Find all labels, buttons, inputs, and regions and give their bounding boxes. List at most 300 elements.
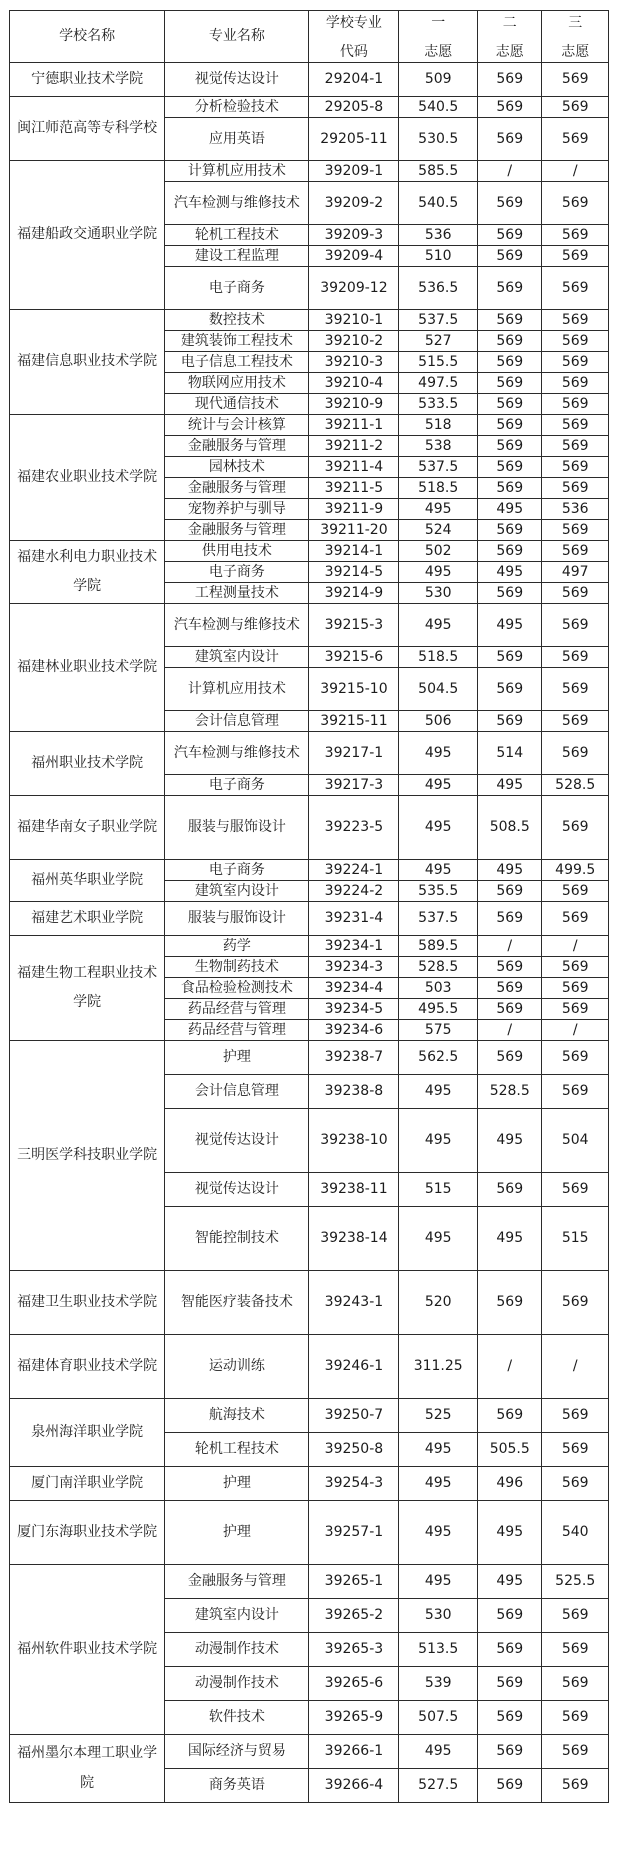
choice-2-score-cell: 569	[478, 394, 542, 415]
header-choice-2-top: 二	[502, 15, 517, 32]
choice-1-score-cell: 504.5	[399, 668, 478, 711]
major-code-cell: 39238-11	[309, 1173, 399, 1207]
major-name-cell: 生物制药技术	[165, 957, 309, 978]
major-name-cell: 视觉传达设计	[165, 63, 309, 97]
school-name-cell: 福建体育职业技术学院	[10, 1335, 165, 1399]
header-choice-1	[399, 11, 478, 63]
choice-1-score-cell: 507.5	[399, 1701, 478, 1735]
header-major-name: 专业名称	[165, 11, 309, 63]
choice-2-score-cell: 569	[478, 246, 542, 267]
choice-2-score-cell: 569	[478, 668, 542, 711]
choice-1-score-cell: 510	[399, 246, 478, 267]
major-name-cell: 物联网应用技术	[165, 373, 309, 394]
choice-1-score-cell: 503	[399, 978, 478, 999]
school-name-cell: 宁德职业技术学院	[10, 63, 165, 97]
table-row	[10, 1335, 609, 1399]
choice-1-score-cell: 540.5	[399, 97, 478, 118]
major-code-cell: 29205-8	[309, 97, 399, 118]
header-choice-2	[478, 11, 542, 63]
major-name-cell: 电子信息工程技术	[165, 352, 309, 373]
major-name-cell: 建筑室内设计	[165, 881, 309, 902]
choice-3-score-cell: 569	[542, 182, 609, 225]
choice-3-score-cell: 569	[542, 978, 609, 999]
choice-2-score-cell: 495	[478, 1207, 542, 1271]
choice-1-score-cell: 495	[399, 499, 478, 520]
major-code-cell: 39266-4	[309, 1769, 399, 1803]
choice-1-score-cell: 528.5	[399, 957, 478, 978]
choice-3-score-cell: 569	[542, 957, 609, 978]
major-name-cell: 宠物养护与驯导	[165, 499, 309, 520]
choice-2-score-cell: 569	[478, 957, 542, 978]
choice-2-score-cell: /	[478, 1335, 542, 1399]
major-code-cell: 39224-2	[309, 881, 399, 902]
choice-2-score-cell: 569	[478, 902, 542, 936]
choice-3-score-cell: 569	[542, 1667, 609, 1701]
choice-1-score-cell: 502	[399, 541, 478, 562]
choice-2-score-cell: 508.5	[478, 796, 542, 860]
major-code-cell: 39209-3	[309, 225, 399, 246]
choice-2-score-cell: 569	[478, 520, 542, 541]
choice-3-score-cell: 528.5	[542, 775, 609, 796]
major-code-cell: 39257-1	[309, 1501, 399, 1565]
choice-3-score-cell: 569	[542, 541, 609, 562]
major-name-cell: 建筑室内设计	[165, 1599, 309, 1633]
major-code-cell: 29205-11	[309, 118, 399, 161]
choice-3-score-cell: 569	[542, 999, 609, 1020]
choice-3-score-cell: 569	[542, 1173, 609, 1207]
choice-1-score-cell: 518	[399, 415, 478, 436]
major-code-cell: 39211-9	[309, 499, 399, 520]
major-code-cell: 39265-3	[309, 1633, 399, 1667]
major-name-cell: 航海技术	[165, 1399, 309, 1433]
school-name-cell: 福州职业技术学院	[10, 732, 165, 796]
major-name-cell: 工程测量技术	[165, 583, 309, 604]
table-row	[10, 936, 609, 957]
choice-1-score-cell: 575	[399, 1020, 478, 1041]
choice-2-score-cell: /	[478, 936, 542, 957]
major-code-cell: 39238-7	[309, 1041, 399, 1075]
choice-2-score-cell: 569	[478, 436, 542, 457]
table-body	[10, 11, 609, 1803]
major-code-cell: 39254-3	[309, 1467, 399, 1501]
choice-2-score-cell: 569	[478, 978, 542, 999]
major-name-cell: 药品经营与管理	[165, 1020, 309, 1041]
choice-1-score-cell: 495	[399, 796, 478, 860]
table-row	[10, 1735, 609, 1769]
choice-2-score-cell: 569	[478, 1633, 542, 1667]
choice-3-score-cell: 569	[542, 1271, 609, 1335]
choice-3-score-cell: 569	[542, 1041, 609, 1075]
major-code-cell: 39215-6	[309, 647, 399, 668]
major-name-cell: 护理	[165, 1501, 309, 1565]
choice-2-score-cell: 569	[478, 1173, 542, 1207]
choice-2-score-cell: 569	[478, 267, 542, 310]
major-code-cell: 39223-5	[309, 796, 399, 860]
major-code-cell: 39210-1	[309, 310, 399, 331]
choice-2-score-cell: 495	[478, 775, 542, 796]
choice-2-score-cell: 569	[478, 1271, 542, 1335]
choice-3-score-cell: /	[542, 1020, 609, 1041]
major-name-cell: 数控技术	[165, 310, 309, 331]
choice-2-score-cell: 569	[478, 647, 542, 668]
major-name-cell: 护理	[165, 1041, 309, 1075]
choice-3-score-cell: 569	[542, 457, 609, 478]
choice-2-score-cell: 569	[478, 1701, 542, 1735]
choice-2-score-cell: 495	[478, 562, 542, 583]
major-code-cell: 39266-1	[309, 1735, 399, 1769]
header-choice-3	[542, 11, 609, 63]
choice-3-score-cell: 569	[542, 668, 609, 711]
choice-2-score-cell: 569	[478, 352, 542, 373]
major-name-cell: 金融服务与管理	[165, 436, 309, 457]
major-name-cell: 视觉传达设计	[165, 1173, 309, 1207]
major-name-cell: 轮机工程技术	[165, 225, 309, 246]
major-code-cell: 29204-1	[309, 63, 399, 97]
choice-1-score-cell: 495	[399, 775, 478, 796]
choice-2-score-cell: 528.5	[478, 1075, 542, 1109]
choice-3-score-cell: 497	[542, 562, 609, 583]
major-code-cell: 39250-7	[309, 1399, 399, 1433]
major-name-cell: 汽车检测与维修技术	[165, 182, 309, 225]
table-row	[10, 1565, 609, 1599]
choice-1-score-cell: 518.5	[399, 478, 478, 499]
choice-3-score-cell: 525.5	[542, 1565, 609, 1599]
choice-3-score-cell: 569	[542, 1075, 609, 1109]
major-name-cell: 视觉传达设计	[165, 1109, 309, 1173]
table-row	[10, 161, 609, 182]
school-name-cell: 厦门南洋职业学院	[10, 1467, 165, 1501]
choice-3-score-cell: 569	[542, 63, 609, 97]
choice-3-score-cell: 569	[542, 1599, 609, 1633]
major-code-cell: 39238-10	[309, 1109, 399, 1173]
choice-1-score-cell: 495	[399, 604, 478, 647]
major-code-cell: 39214-1	[309, 541, 399, 562]
major-code-cell: 39211-20	[309, 520, 399, 541]
school-name-cell: 福建信息职业技术学院	[10, 310, 165, 415]
choice-2-score-cell: /	[478, 161, 542, 182]
table-row	[10, 796, 609, 860]
school-name-cell: 福建华南女子职业学院	[10, 796, 165, 860]
major-name-cell: 建筑装饰工程技术	[165, 331, 309, 352]
major-code-cell: 39210-2	[309, 331, 399, 352]
major-name-cell: 应用英语	[165, 118, 309, 161]
major-name-cell: 动漫制作技术	[165, 1633, 309, 1667]
choice-2-score-cell: 569	[478, 331, 542, 352]
choice-1-score-cell: 311.25	[399, 1335, 478, 1399]
major-code-cell: 39217-3	[309, 775, 399, 796]
major-code-cell: 39209-2	[309, 182, 399, 225]
major-name-cell: 园林技术	[165, 457, 309, 478]
major-code-cell: 39234-5	[309, 999, 399, 1020]
school-name-cell: 三明医学科技职业学院	[10, 1041, 165, 1271]
choice-3-score-cell: /	[542, 936, 609, 957]
choice-1-score-cell: 506	[399, 711, 478, 732]
school-name-cell: 福建生物工程职业技术学院	[10, 936, 165, 1041]
major-code-cell: 39215-3	[309, 604, 399, 647]
choice-1-score-cell: 538	[399, 436, 478, 457]
major-code-cell: 39215-11	[309, 711, 399, 732]
choice-2-score-cell: 569	[478, 415, 542, 436]
major-code-cell: 39210-9	[309, 394, 399, 415]
choice-2-score-cell: 569	[478, 310, 542, 331]
choice-3-score-cell: 569	[542, 520, 609, 541]
major-name-cell: 金融服务与管理	[165, 520, 309, 541]
major-code-cell: 39209-1	[309, 161, 399, 182]
choice-3-score-cell: 569	[542, 331, 609, 352]
school-name-cell: 福建卫生职业技术学院	[10, 1271, 165, 1335]
choice-3-score-cell: 569	[542, 1701, 609, 1735]
choice-3-score-cell: 569	[542, 267, 609, 310]
choice-2-score-cell: 569	[478, 457, 542, 478]
major-code-cell: 39250-8	[309, 1433, 399, 1467]
choice-1-score-cell: 495	[399, 1075, 478, 1109]
major-code-cell: 39209-12	[309, 267, 399, 310]
table-row	[10, 1041, 609, 1075]
major-name-cell: 药学	[165, 936, 309, 957]
major-name-cell: 运动训练	[165, 1335, 309, 1399]
choice-2-score-cell: 569	[478, 711, 542, 732]
choice-3-score-cell: 569	[542, 881, 609, 902]
major-name-cell: 服装与服饰设计	[165, 796, 309, 860]
choice-3-score-cell: 569	[542, 246, 609, 267]
major-code-cell: 39265-1	[309, 1565, 399, 1599]
choice-3-score-cell: 569	[542, 415, 609, 436]
table-row	[10, 63, 609, 97]
choice-2-score-cell: 569	[478, 1667, 542, 1701]
choice-2-score-cell: 569	[478, 1735, 542, 1769]
choice-3-score-cell: 569	[542, 225, 609, 246]
school-name-cell: 厦门东海职业技术学院	[10, 1501, 165, 1565]
choice-1-score-cell: 495	[399, 1109, 478, 1173]
choice-3-score-cell: 569	[542, 97, 609, 118]
major-code-cell: 39246-1	[309, 1335, 399, 1399]
major-code-cell: 39215-10	[309, 668, 399, 711]
major-name-cell: 计算机应用技术	[165, 668, 309, 711]
major-code-cell: 39265-9	[309, 1701, 399, 1735]
choice-1-score-cell: 537.5	[399, 457, 478, 478]
choice-1-score-cell: 495	[399, 1735, 478, 1769]
major-code-cell: 39210-3	[309, 352, 399, 373]
major-code-cell: 39234-6	[309, 1020, 399, 1041]
major-name-cell: 电子商务	[165, 562, 309, 583]
header-choice-2-bottom: 志愿	[495, 43, 524, 60]
choice-1-score-cell: 495	[399, 1501, 478, 1565]
choice-3-score-cell: 569	[542, 796, 609, 860]
choice-3-score-cell: 569	[542, 1633, 609, 1667]
choice-2-score-cell: 569	[478, 1041, 542, 1075]
header-choice-3-bottom: 志愿	[561, 43, 590, 60]
choice-2-score-cell: 495	[478, 1109, 542, 1173]
choice-2-score-cell: 569	[478, 118, 542, 161]
choice-3-score-cell: 569	[542, 1433, 609, 1467]
choice-2-score-cell: 569	[478, 881, 542, 902]
major-code-cell: 39238-8	[309, 1075, 399, 1109]
school-name-cell: 福建艺术职业学院	[10, 902, 165, 936]
choice-1-score-cell: 589.5	[399, 936, 478, 957]
choice-1-score-cell: 495	[399, 732, 478, 775]
major-name-cell: 软件技术	[165, 1701, 309, 1735]
table-row	[10, 310, 609, 331]
choice-2-score-cell: 569	[478, 373, 542, 394]
table-row	[10, 604, 609, 647]
major-name-cell: 供用电技术	[165, 541, 309, 562]
major-code-cell: 39211-1	[309, 415, 399, 436]
major-code-cell: 39224-1	[309, 860, 399, 881]
choice-2-score-cell: 569	[478, 1399, 542, 1433]
major-code-cell: 39238-14	[309, 1207, 399, 1271]
choice-1-score-cell: 495	[399, 1207, 478, 1271]
school-name-cell: 泉州海洋职业学院	[10, 1399, 165, 1467]
major-name-cell: 国际经济与贸易	[165, 1735, 309, 1769]
choice-1-score-cell: 509	[399, 63, 478, 97]
choice-1-score-cell: 495	[399, 860, 478, 881]
major-name-cell: 建筑室内设计	[165, 647, 309, 668]
major-name-cell: 药品经营与管理	[165, 999, 309, 1020]
choice-1-score-cell: 495	[399, 562, 478, 583]
school-name-cell: 福建船政交通职业学院	[10, 161, 165, 310]
choice-3-score-cell: 569	[542, 1769, 609, 1803]
choice-2-score-cell: 495	[478, 1565, 542, 1599]
choice-1-score-cell: 533.5	[399, 394, 478, 415]
choice-1-score-cell: 497.5	[399, 373, 478, 394]
major-name-cell: 汽车检测与维修技术	[165, 732, 309, 775]
choice-3-score-cell: /	[542, 161, 609, 182]
major-code-cell: 39211-4	[309, 457, 399, 478]
choice-2-score-cell: 569	[478, 1769, 542, 1803]
choice-1-score-cell: 495	[399, 1565, 478, 1599]
choice-1-score-cell: 537.5	[399, 310, 478, 331]
choice-3-score-cell: 536	[542, 499, 609, 520]
choice-1-score-cell: 537.5	[399, 902, 478, 936]
table-row	[10, 732, 609, 775]
choice-3-score-cell: 569	[542, 711, 609, 732]
choice-2-score-cell: 569	[478, 478, 542, 499]
choice-2-score-cell: 569	[478, 225, 542, 246]
major-code-cell: 39214-5	[309, 562, 399, 583]
major-code-cell: 39243-1	[309, 1271, 399, 1335]
choice-3-score-cell: 569	[542, 902, 609, 936]
table-row	[10, 860, 609, 881]
major-code-cell: 39214-9	[309, 583, 399, 604]
choice-3-score-cell: 499.5	[542, 860, 609, 881]
major-code-cell: 39265-6	[309, 1667, 399, 1701]
major-name-cell: 统计与会计核算	[165, 415, 309, 436]
choice-1-score-cell: 536	[399, 225, 478, 246]
major-code-cell: 39234-4	[309, 978, 399, 999]
choice-3-score-cell: 569	[542, 478, 609, 499]
choice-3-score-cell: 569	[542, 310, 609, 331]
choice-3-score-cell: 569	[542, 373, 609, 394]
major-name-cell: 电子商务	[165, 860, 309, 881]
choice-2-score-cell: 495	[478, 499, 542, 520]
major-name-cell: 电子商务	[165, 775, 309, 796]
table-row	[10, 97, 609, 118]
school-name-cell: 福建水利电力职业技术学院	[10, 541, 165, 604]
choice-1-score-cell: 535.5	[399, 881, 478, 902]
major-name-cell: 智能控制技术	[165, 1207, 309, 1271]
choice-2-score-cell: 569	[478, 97, 542, 118]
choice-1-score-cell: 530	[399, 583, 478, 604]
major-name-cell: 计算机应用技术	[165, 161, 309, 182]
table-row	[10, 1271, 609, 1335]
major-name-cell: 智能医疗装备技术	[165, 1271, 309, 1335]
choice-3-score-cell: 569	[542, 394, 609, 415]
major-code-cell: 39211-5	[309, 478, 399, 499]
school-name-cell: 福州墨尔本理工职业学院	[10, 1735, 165, 1803]
choice-3-score-cell: 569	[542, 1399, 609, 1433]
major-name-cell: 金融服务与管理	[165, 1565, 309, 1599]
choice-3-score-cell: 540	[542, 1501, 609, 1565]
choice-3-score-cell: /	[542, 1335, 609, 1399]
major-code-cell: 39209-4	[309, 246, 399, 267]
header-choice-3-top: 三	[568, 15, 583, 32]
major-name-cell: 动漫制作技术	[165, 1667, 309, 1701]
choice-3-score-cell: 569	[542, 118, 609, 161]
major-code-cell: 39234-3	[309, 957, 399, 978]
choice-2-score-cell: 496	[478, 1467, 542, 1501]
choice-1-score-cell: 515.5	[399, 352, 478, 373]
choice-3-score-cell: 569	[542, 1467, 609, 1501]
choice-2-score-cell: 569	[478, 999, 542, 1020]
choice-1-score-cell: 518.5	[399, 647, 478, 668]
choice-1-score-cell: 527	[399, 331, 478, 352]
header-choice-1-bottom: 志愿	[424, 43, 453, 60]
choice-3-score-cell: 515	[542, 1207, 609, 1271]
choice-1-score-cell: 515	[399, 1173, 478, 1207]
table-row	[10, 902, 609, 936]
choice-3-score-cell: 569	[542, 732, 609, 775]
choice-1-score-cell: 524	[399, 520, 478, 541]
choice-2-score-cell: 495	[478, 604, 542, 647]
choice-1-score-cell: 540.5	[399, 182, 478, 225]
choice-1-score-cell: 530.5	[399, 118, 478, 161]
choice-2-score-cell: 514	[478, 732, 542, 775]
table-row	[10, 1501, 609, 1565]
admission-score-table	[9, 10, 609, 1803]
choice-3-score-cell: 569	[542, 604, 609, 647]
major-name-cell: 汽车检测与维修技术	[165, 604, 309, 647]
choice-1-score-cell: 530	[399, 1599, 478, 1633]
header-code-bottom: 代码	[339, 43, 368, 60]
choice-2-score-cell: 495	[478, 860, 542, 881]
header-code	[309, 11, 399, 63]
major-code-cell: 39217-1	[309, 732, 399, 775]
major-code-cell: 39231-4	[309, 902, 399, 936]
choice-2-score-cell: /	[478, 1020, 542, 1041]
school-name-cell: 福建林业职业技术学院	[10, 604, 165, 732]
header-choice-1-top: 一	[431, 15, 446, 32]
school-name-cell: 福建农业职业技术学院	[10, 415, 165, 541]
choice-1-score-cell: 585.5	[399, 161, 478, 182]
choice-2-score-cell: 505.5	[478, 1433, 542, 1467]
choice-2-score-cell: 569	[478, 541, 542, 562]
table-row	[10, 541, 609, 562]
choice-3-score-cell: 569	[542, 1735, 609, 1769]
choice-1-score-cell: 539	[399, 1667, 478, 1701]
school-name-cell: 闽江师范高等专科学校	[10, 97, 165, 161]
major-name-cell: 现代通信技术	[165, 394, 309, 415]
major-name-cell: 轮机工程技术	[165, 1433, 309, 1467]
choice-2-score-cell: 569	[478, 63, 542, 97]
choice-3-score-cell: 569	[542, 647, 609, 668]
choice-1-score-cell: 495	[399, 1467, 478, 1501]
table-row	[10, 415, 609, 436]
choice-1-score-cell: 513.5	[399, 1633, 478, 1667]
major-name-cell: 电子商务	[165, 267, 309, 310]
major-code-cell: 39210-4	[309, 373, 399, 394]
major-name-cell: 金融服务与管理	[165, 478, 309, 499]
choice-2-score-cell: 569	[478, 182, 542, 225]
